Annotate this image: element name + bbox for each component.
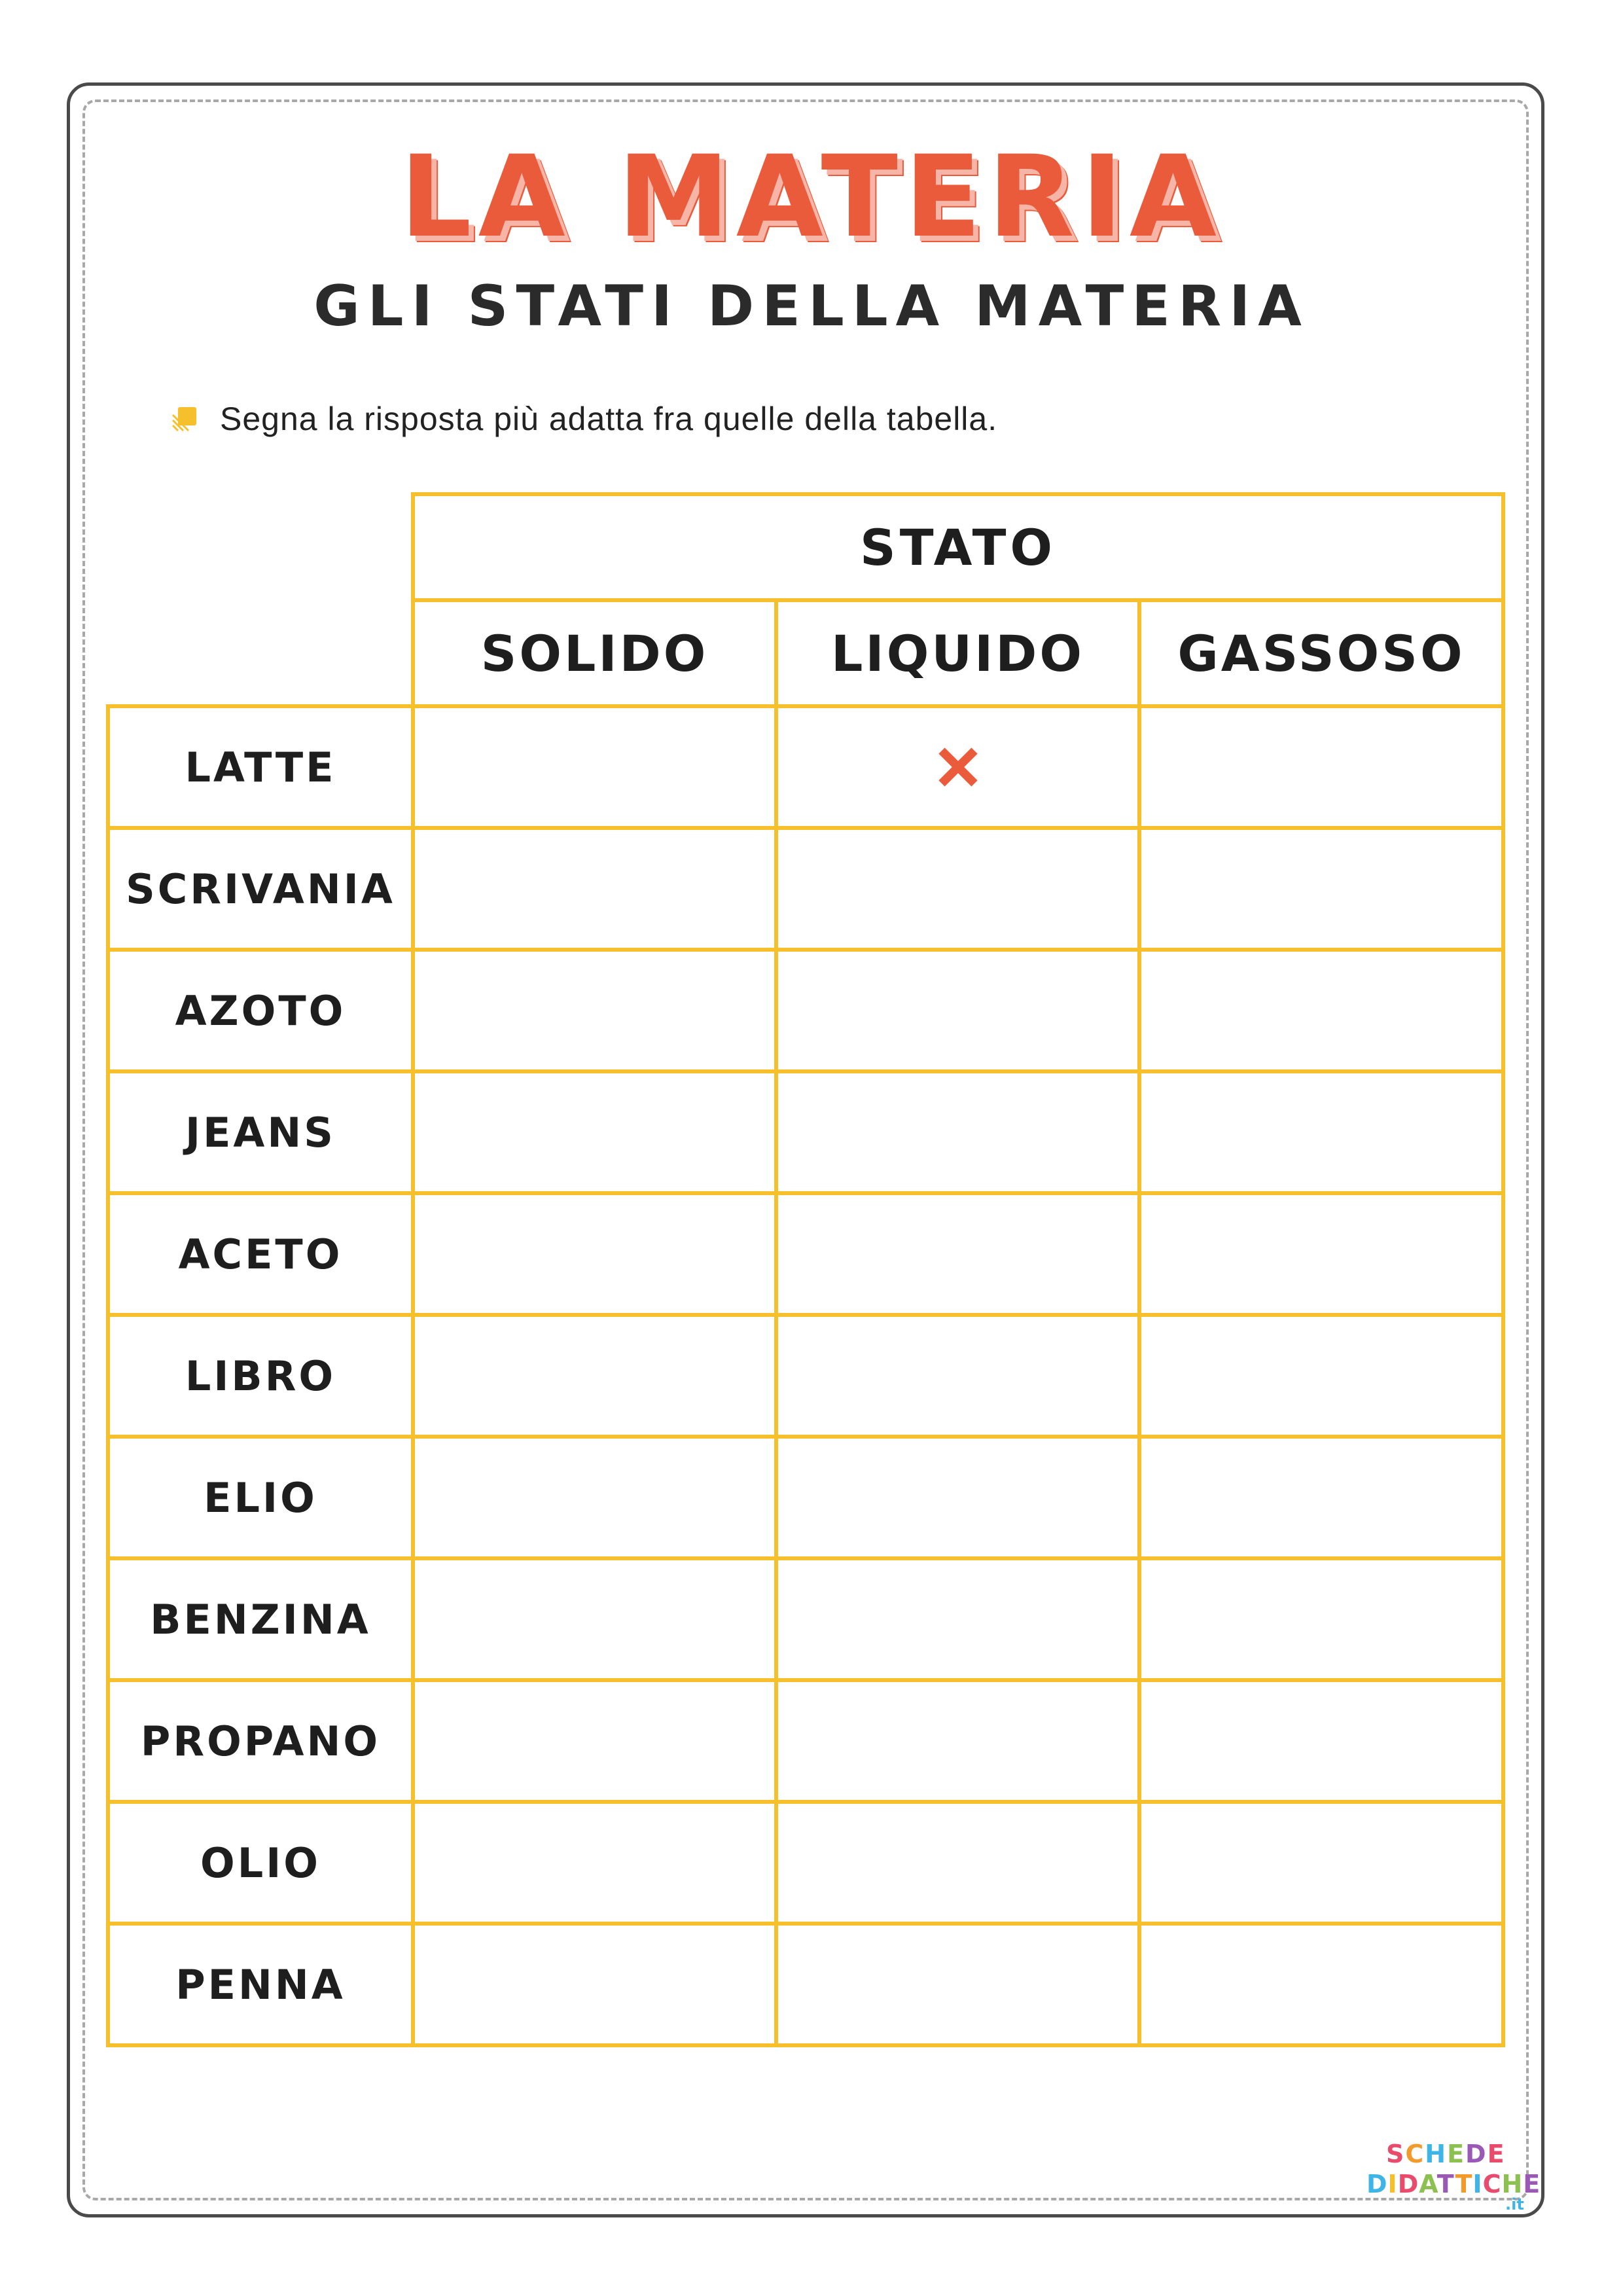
answer-cell-gassoso[interactable]: [1139, 1558, 1503, 1680]
row-label: OLIO: [108, 1802, 413, 1924]
answer-cell-liquido[interactable]: [776, 1437, 1139, 1558]
answer-cell-gassoso[interactable]: [1139, 1071, 1503, 1193]
row-label: LIBRO: [108, 1315, 413, 1437]
answer-cell-gassoso[interactable]: [1139, 1680, 1503, 1802]
table-corner: [108, 600, 413, 706]
table-row: [108, 1802, 1503, 1924]
row-label: PROPANO: [108, 1680, 413, 1802]
table-row: [108, 706, 1503, 828]
table-row: [108, 1924, 1503, 2045]
answer-cell-liquido[interactable]: [776, 706, 1139, 828]
table-corner: [108, 494, 413, 600]
answer-cell-solido[interactable]: [413, 706, 776, 828]
answer-cell-solido[interactable]: [413, 1802, 776, 1924]
answer-cell-solido[interactable]: [413, 1193, 776, 1315]
table-row: [108, 1315, 1503, 1437]
answer-cell-liquido[interactable]: [776, 1193, 1139, 1315]
row-label: AZOTO: [108, 950, 413, 1071]
answer-cell-solido[interactable]: [413, 1315, 776, 1437]
states-table: [106, 492, 1505, 2047]
answer-cell-liquido[interactable]: [776, 1924, 1139, 2045]
row-label: SCRIVANIA: [108, 828, 413, 950]
answer-cell-liquido[interactable]: [776, 1071, 1139, 1193]
table-row: [108, 1680, 1503, 1802]
table-row: [108, 950, 1503, 1071]
table-row: [108, 1558, 1503, 1680]
answer-cell-solido[interactable]: [413, 1437, 776, 1558]
answer-cell-gassoso[interactable]: [1139, 1315, 1503, 1437]
answer-cell-solido[interactable]: [413, 1924, 776, 2045]
answer-cell-liquido[interactable]: [776, 1802, 1139, 1924]
svg-text:DIDATTICHE: DIDATTICHE: [1366, 2170, 1541, 2198]
svg-text:SCHEDE: SCHEDE: [1386, 2140, 1506, 2168]
row-label: BENZINA: [108, 1558, 413, 1680]
answer-cell-solido[interactable]: [413, 828, 776, 950]
answer-cell-gassoso[interactable]: [1139, 1802, 1503, 1924]
header-stato: STATO: [413, 494, 1503, 600]
answer-cell-liquido[interactable]: [776, 1315, 1139, 1437]
answer-cell-gassoso[interactable]: [1139, 1924, 1503, 2045]
answer-cell-liquido[interactable]: [776, 1558, 1139, 1680]
header-liquido: LIQUIDO: [776, 600, 1139, 706]
table-row: [108, 1193, 1503, 1315]
answer-cell-gassoso[interactable]: [1139, 1437, 1503, 1558]
row-label: JEANS: [108, 1071, 413, 1193]
header-solido: SOLIDO: [413, 600, 776, 706]
answer-cell-gassoso[interactable]: [1139, 1193, 1503, 1315]
answer-cell-solido[interactable]: [413, 950, 776, 1071]
note-bullet-icon: [171, 406, 198, 432]
table-row: [108, 828, 1503, 950]
instruction-text: Segna la risposta più adatta fra quelle della tabella.: [220, 401, 998, 437]
header-gassoso: GASSOSO: [1139, 600, 1503, 706]
instruction: [171, 395, 997, 442]
answer-cell-gassoso[interactable]: [1139, 828, 1503, 950]
page-title: LA MATERIA: [400, 131, 1223, 262]
page-subtitle: GLI STATI DELLA MATERIA: [313, 274, 1310, 339]
cross-mark-icon: [936, 745, 980, 789]
svg-text:.it: .it: [1505, 2195, 1524, 2214]
schede-didattiche-logo: [1365, 2128, 1541, 2214]
row-label: LATTE: [108, 706, 413, 828]
row-label: ELIO: [108, 1437, 413, 1558]
answer-cell-liquido[interactable]: [776, 828, 1139, 950]
row-label: PENNA: [108, 1924, 413, 2045]
table-row: [108, 1437, 1503, 1558]
answer-cell-solido[interactable]: [413, 1680, 776, 1802]
answer-cell-liquido[interactable]: [776, 950, 1139, 1071]
answer-cell-solido[interactable]: [413, 1558, 776, 1680]
answer-cell-solido[interactable]: [413, 1071, 776, 1193]
table-row: [108, 1071, 1503, 1193]
row-label: ACETO: [108, 1193, 413, 1315]
answer-cell-gassoso[interactable]: [1139, 950, 1503, 1071]
answer-cell-liquido[interactable]: [776, 1680, 1139, 1802]
answer-cell-gassoso[interactable]: [1139, 706, 1503, 828]
